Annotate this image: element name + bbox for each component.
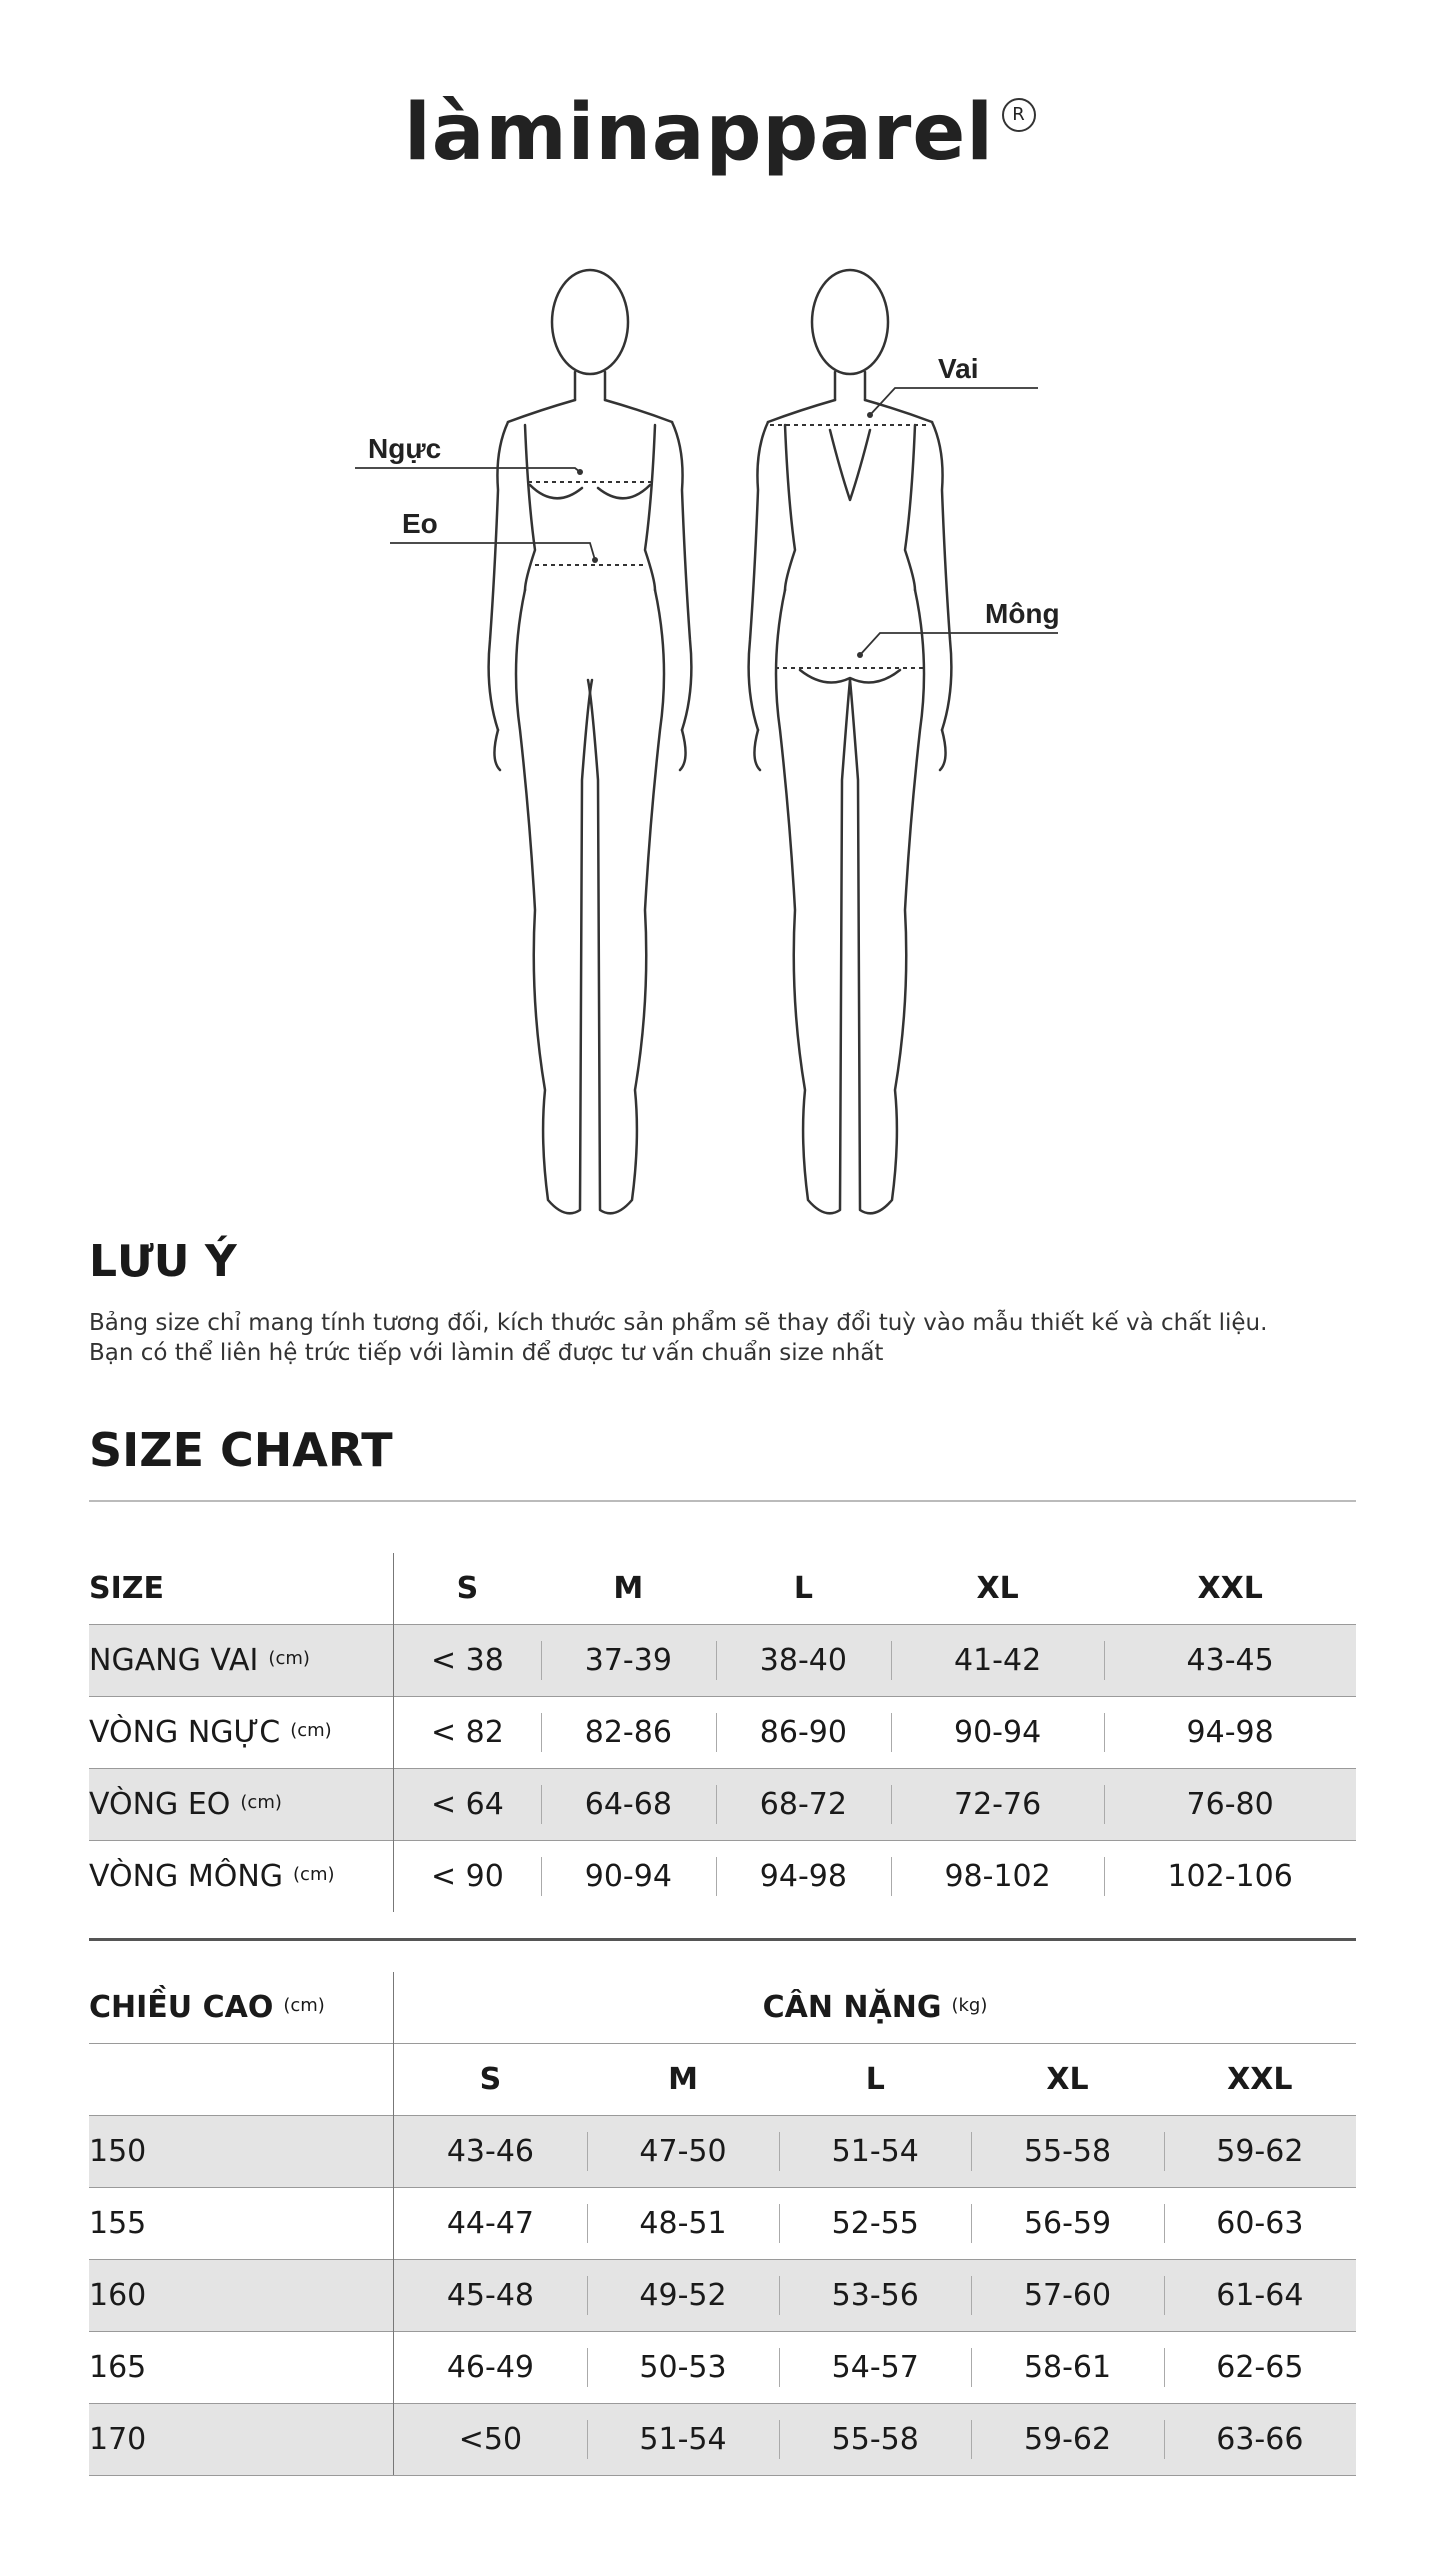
cell: 58-61 (971, 2332, 1163, 2404)
brand-name: làminapparel (404, 88, 994, 178)
registered-mark: R (1002, 98, 1036, 132)
cell: < 64 (394, 1769, 541, 1841)
cell: 64-68 (541, 1769, 716, 1841)
size-header-xxl: XXL (1197, 1571, 1263, 1606)
weight-header-s: S (394, 2044, 587, 2116)
weight-header-m: M (587, 2044, 779, 2116)
cell: 52-55 (779, 2188, 971, 2260)
table-row (89, 2260, 1356, 2332)
size-header-label: SIZE (89, 1553, 394, 1625)
row-label: 170 (89, 2404, 394, 2476)
title-divider (89, 1500, 1356, 1502)
label-chest: Ngực (368, 433, 442, 464)
cell: < 90 (394, 1841, 541, 1913)
cell: 45-48 (394, 2260, 587, 2332)
section-divider (89, 1938, 1356, 1941)
cell: 94-98 (716, 1841, 891, 1913)
cell: 59-62 (971, 2404, 1163, 2476)
cell: 55-58 (779, 2404, 971, 2476)
cell: 41-42 (891, 1625, 1104, 1697)
cell: 62-65 (1164, 2332, 1356, 2404)
row-label: 165 (89, 2332, 394, 2404)
cell: 63-66 (1164, 2404, 1356, 2476)
weight-title-row (89, 1972, 1356, 2044)
size-header-m: M (613, 1571, 644, 1606)
row-label: VÒNG NGỰC $^{(cm)}$ (89, 1697, 394, 1769)
cell: 68-72 (716, 1769, 891, 1841)
cell: < 82 (394, 1697, 541, 1769)
empty-cell (89, 2044, 394, 2116)
table-row (89, 2404, 1356, 2476)
height-header: CHIỀU CAO $^{(cm)}$ (89, 1972, 394, 2044)
cell: 98-102 (891, 1841, 1104, 1913)
cell: 43-46 (394, 2116, 587, 2188)
cell: 59-62 (1164, 2116, 1356, 2188)
table-row (89, 1769, 1356, 1841)
cell: 47-50 (587, 2116, 779, 2188)
cell: 102-106 (1104, 1841, 1356, 1913)
weight-chart-table (89, 1972, 1356, 2476)
label-waist: Eo (402, 508, 438, 539)
row-label: 160 (89, 2260, 394, 2332)
weight-header-xl: XL (971, 2044, 1163, 2116)
cell: 50-53 (587, 2332, 779, 2404)
cell: 51-54 (779, 2116, 971, 2188)
note-text (89, 1308, 1389, 1368)
table-row (89, 1841, 1356, 1913)
cell: 86-90 (716, 1697, 891, 1769)
table-row (89, 2188, 1356, 2260)
body-measurement-figure (330, 260, 1110, 1240)
cell: 82-86 (541, 1697, 716, 1769)
weight-header: CÂN NẶNG $^{(kg)}$ (762, 1990, 988, 2025)
cell: 49-52 (587, 2260, 779, 2332)
size-chart-title: SIZE CHART (89, 1423, 393, 1477)
cell: 72-76 (891, 1769, 1104, 1841)
table-row (89, 2116, 1356, 2188)
brand-logo (0, 88, 1440, 178)
cell: 94-98 (1104, 1697, 1356, 1769)
weight-header-l: L (779, 2044, 971, 2116)
cell: <50 (394, 2404, 587, 2476)
cell: 55-58 (971, 2116, 1163, 2188)
size-chart-table (89, 1553, 1356, 1912)
size-header-l: L (793, 1571, 813, 1606)
cell: 54-57 (779, 2332, 971, 2404)
cell: 43-45 (1104, 1625, 1356, 1697)
cell: 90-94 (541, 1841, 716, 1913)
size-header-xl: XL (976, 1571, 1019, 1606)
cell: 90-94 (891, 1697, 1104, 1769)
note-line-2: Bạn có thể liên hệ trức tiếp với làmin để được tư vấn chuẩn size nhất (89, 1340, 884, 1366)
cell: < 38 (394, 1625, 541, 1697)
weight-header-xxl: XXL (1164, 2044, 1356, 2116)
size-header-s: S (456, 1571, 479, 1606)
cell: 53-56 (779, 2260, 971, 2332)
cell: 38-40 (716, 1625, 891, 1697)
row-label: VÒNG EO $^{(cm)}$ (89, 1769, 394, 1841)
label-hip: Mông (985, 598, 1060, 629)
note-line-1: Bảng size chỉ mang tính tương đối, kích thước sản phẩm sẽ thay đổi tuỳ vào mẫu thiết kế và chất liệu. (89, 1310, 1268, 1336)
table-row (89, 1697, 1356, 1769)
weight-size-header-row (89, 2044, 1356, 2116)
cell: 60-63 (1164, 2188, 1356, 2260)
cell: 44-47 (394, 2188, 587, 2260)
row-label: VÒNG MÔNG $^{(cm)}$ (89, 1841, 394, 1913)
note-title: LƯU Ý (89, 1236, 237, 1287)
cell: 57-60 (971, 2260, 1163, 2332)
table-row (89, 2332, 1356, 2404)
cell: 56-59 (971, 2188, 1163, 2260)
row-label: NGANG VAI $^{(cm)}$ (89, 1625, 394, 1697)
cell: 61-64 (1164, 2260, 1356, 2332)
cell: 37-39 (541, 1625, 716, 1697)
table-row (89, 1625, 1356, 1697)
label-shoulder: Vai (938, 353, 979, 384)
row-label: 155 (89, 2188, 394, 2260)
cell: 48-51 (587, 2188, 779, 2260)
cell: 51-54 (587, 2404, 779, 2476)
size-header-row (89, 1553, 1356, 1625)
row-label: 150 (89, 2116, 394, 2188)
cell: 76-80 (1104, 1769, 1356, 1841)
cell: 46-49 (394, 2332, 587, 2404)
